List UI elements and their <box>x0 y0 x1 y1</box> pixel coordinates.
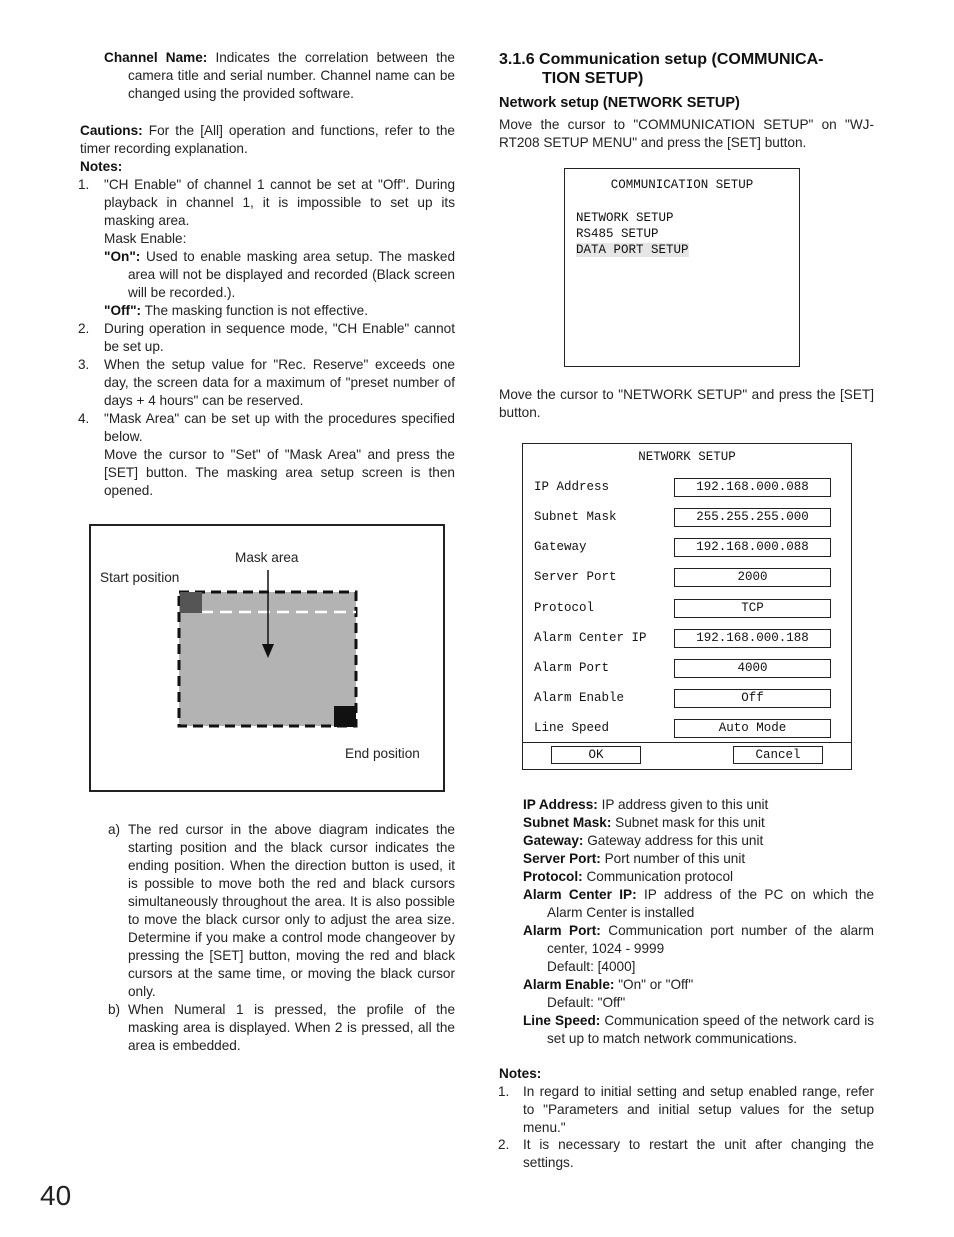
def-alarm-enable-label: Alarm Enable: <box>523 977 615 992</box>
start-cursor <box>180 592 202 613</box>
def-alarm-enable <box>523 976 874 994</box>
note-3-text: When the setup value for "Rec. Reserve" exceeds one day, the screen data for a maximum of "preset number of days + 4 hours" can be reserved. <box>104 357 455 408</box>
ip-address-label: IP Address <box>534 480 610 494</box>
ok-button[interactable]: OK <box>551 746 641 764</box>
def-subnet-mask <box>523 814 874 832</box>
intro-text: Move the cursor to "COMMUNICATION SETUP" on "WJ-RT208 SETUP MENU" and press the [SET] button. <box>499 117 874 150</box>
notes-title: Notes: <box>80 159 123 174</box>
note-1-text: "CH Enable" of channel 1 cannot be set at "Off". During playback in channel 1, it is impossible to set up its masking area. <box>104 177 455 228</box>
subnet-mask-label: Subnet Mask <box>534 510 617 524</box>
section-heading <box>499 50 874 88</box>
cautions-label: Cautions: <box>80 123 143 138</box>
def-alarm-center-ip-text: IP address of the PC on which the Alarm Center is installed <box>547 887 875 920</box>
def-ip-address-text: IP address given to this unit <box>601 797 769 812</box>
start-position-label: Start position <box>100 570 180 585</box>
def-alarm-port-text: Communication port number of the alarm center, 1024 - 9999 <box>547 923 874 956</box>
note-number: 3. <box>78 357 90 372</box>
ip-address-field[interactable]: 192.168.000.088 <box>674 478 831 497</box>
line-speed-field[interactable]: Auto Mode <box>674 719 831 738</box>
alarm-port-field[interactable]: 4000 <box>674 659 831 678</box>
mask-area-label: Mask area <box>235 550 299 565</box>
def-ip-address <box>523 796 874 814</box>
alarm-center-ip-field[interactable]: 192.168.000.188 <box>674 629 831 648</box>
cancel-button[interactable]: Cancel <box>733 746 823 764</box>
on-text: Used to enable masking area setup. The masked area will not be displayed and recorded (Black screen will be recorded.). <box>128 249 455 300</box>
item-a-label: a) <box>108 822 121 837</box>
def-server-port-text: Port number of this unit <box>604 851 746 866</box>
alarm-enable-label: Alarm Enable <box>534 691 625 705</box>
off-definition <box>104 302 455 320</box>
def-alarm-center-ip-label: Alarm Center IP: <box>523 887 637 902</box>
end-cursor <box>334 706 356 727</box>
channel-name-definition <box>104 49 455 103</box>
right-note-2-text: It is necessary to restart the unit after changing the settings. <box>523 1137 874 1170</box>
def-alarm-enable-default: Default: "Off" <box>547 995 626 1010</box>
menu-item-network-setup[interactable]: NETWORK SETUP <box>576 211 674 225</box>
note-number: 1. <box>78 177 90 192</box>
def-alarm-port-default: Default: [4000] <box>547 959 636 974</box>
def-subnet-mask-text: Subnet mask for this unit <box>615 815 765 830</box>
cautions-text: For the [All] operation and functions, refer to the timer recording explanation. <box>80 123 455 156</box>
item-b-text: When Numeral 1 is pressed, the profile of the masking area is displayed. When 2 is pressed, all the area is embedded. <box>128 1002 455 1053</box>
def-server-port <box>523 850 874 868</box>
def-line-speed-label: Line Speed: <box>523 1013 601 1028</box>
off-label: "Off": <box>104 303 142 318</box>
def-line-speed <box>523 1012 874 1048</box>
channel-name-text: Indicates the correlation between the camera title and serial number. Channel name can be changed using the provided software. <box>128 50 455 101</box>
button-divider <box>523 742 851 743</box>
note-4-text-continued: Move the cursor to "Set" of "Mask Area" and press the [SET] button. The masking area setup screen is then opened. <box>104 447 455 498</box>
page-number: 40 <box>40 1180 72 1211</box>
def-protocol-label: Protocol: <box>523 869 583 884</box>
on-label: "On": <box>104 249 141 264</box>
gateway-field[interactable]: 192.168.000.088 <box>674 538 831 557</box>
def-alarm-port <box>523 922 874 958</box>
def-gateway <box>523 832 874 850</box>
note-number: 2. <box>78 321 90 336</box>
menu-item-rs485-setup[interactable]: RS485 SETUP <box>576 227 659 241</box>
def-protocol-text: Communication protocol <box>586 869 734 884</box>
note-number: 2. <box>498 1137 510 1152</box>
net-menu-title: NETWORK SETUP <box>638 450 736 464</box>
def-line-speed-text: Communication speed of the network card is set up to match network communications. <box>547 1013 875 1046</box>
protocol-field[interactable]: TCP <box>674 599 831 618</box>
gateway-label: Gateway <box>534 540 587 554</box>
communication-setup-screen <box>564 168 800 367</box>
note-4-text: "Mask Area" can be set up with the procedures specified below. <box>104 411 455 444</box>
def-ip-address-label: IP Address: <box>523 797 598 812</box>
line-speed-label: Line Speed <box>534 721 610 735</box>
def-subnet-mask-label: Subnet Mask: <box>523 815 612 830</box>
menu-item-data-port-setup[interactable]: DATA PORT SETUP <box>576 243 689 257</box>
off-text: The masking function is not effective. <box>144 303 368 318</box>
protocol-label: Protocol <box>534 601 595 615</box>
alarm-enable-field[interactable]: Off <box>674 689 831 708</box>
server-port-field[interactable]: 2000 <box>674 568 831 587</box>
network-setup-screen <box>522 443 852 770</box>
subnet-mask-field[interactable]: 255.255.255.000 <box>674 508 831 527</box>
def-alarm-center-ip <box>523 886 874 922</box>
move-text: Move the cursor to "NETWORK SETUP" and press the [SET] button. <box>499 387 874 420</box>
note-number: 1. <box>498 1084 510 1099</box>
subheading: Network setup (NETWORK SETUP) <box>499 95 740 111</box>
item-a-text: The red cursor in the above diagram indicates the starting position and the black cursor indicates the ending position. When the direction button is used, it is possible to move both the red and black cursors simultaneously throughout the area. It is also possible to move the black cursor only to adjust the area size. Determine if you make a control mode changeover by pressing the [SET] button, moving the red and black cursors at the same time, or moving the black cursor only. <box>128 822 455 999</box>
section-heading-line2: TION SETUP) <box>542 70 644 87</box>
def-gateway-label: Gateway: <box>523 833 584 848</box>
def-alarm-enable-text: "On" or "Off" <box>618 977 694 992</box>
on-definition <box>104 248 455 302</box>
def-gateway-text: Gateway address for this unit <box>587 833 764 848</box>
def-protocol <box>523 868 874 886</box>
cautions <box>80 122 455 158</box>
mask-enable-label: Mask Enable: <box>104 231 187 246</box>
item-b-label: b) <box>108 1002 121 1017</box>
server-port-label: Server Port <box>534 570 617 584</box>
channel-name-label: Channel Name: <box>104 50 208 65</box>
note-number: 4. <box>78 411 90 426</box>
alarm-center-ip-label: Alarm Center IP <box>534 631 647 645</box>
end-position-label: End position <box>345 746 420 761</box>
right-notes-title: Notes: <box>499 1066 542 1081</box>
def-alarm-port-label: Alarm Port: <box>523 923 601 938</box>
def-server-port-label: Server Port: <box>523 851 601 866</box>
alarm-port-label: Alarm Port <box>534 661 610 675</box>
section-heading-line1: 3.1.6 Communication setup (COMMUNICA- <box>499 51 824 68</box>
mask-area-diagram <box>89 524 445 792</box>
note-2-text: During operation in sequence mode, "CH Enable" cannot be set up. <box>104 321 455 354</box>
comm-menu-title: COMMUNICATION SETUP <box>610 178 754 192</box>
right-note-1-text: In regard to initial setting and setup enabled range, refer to "Parameters and initial setup values for the setup menu." <box>523 1084 874 1135</box>
